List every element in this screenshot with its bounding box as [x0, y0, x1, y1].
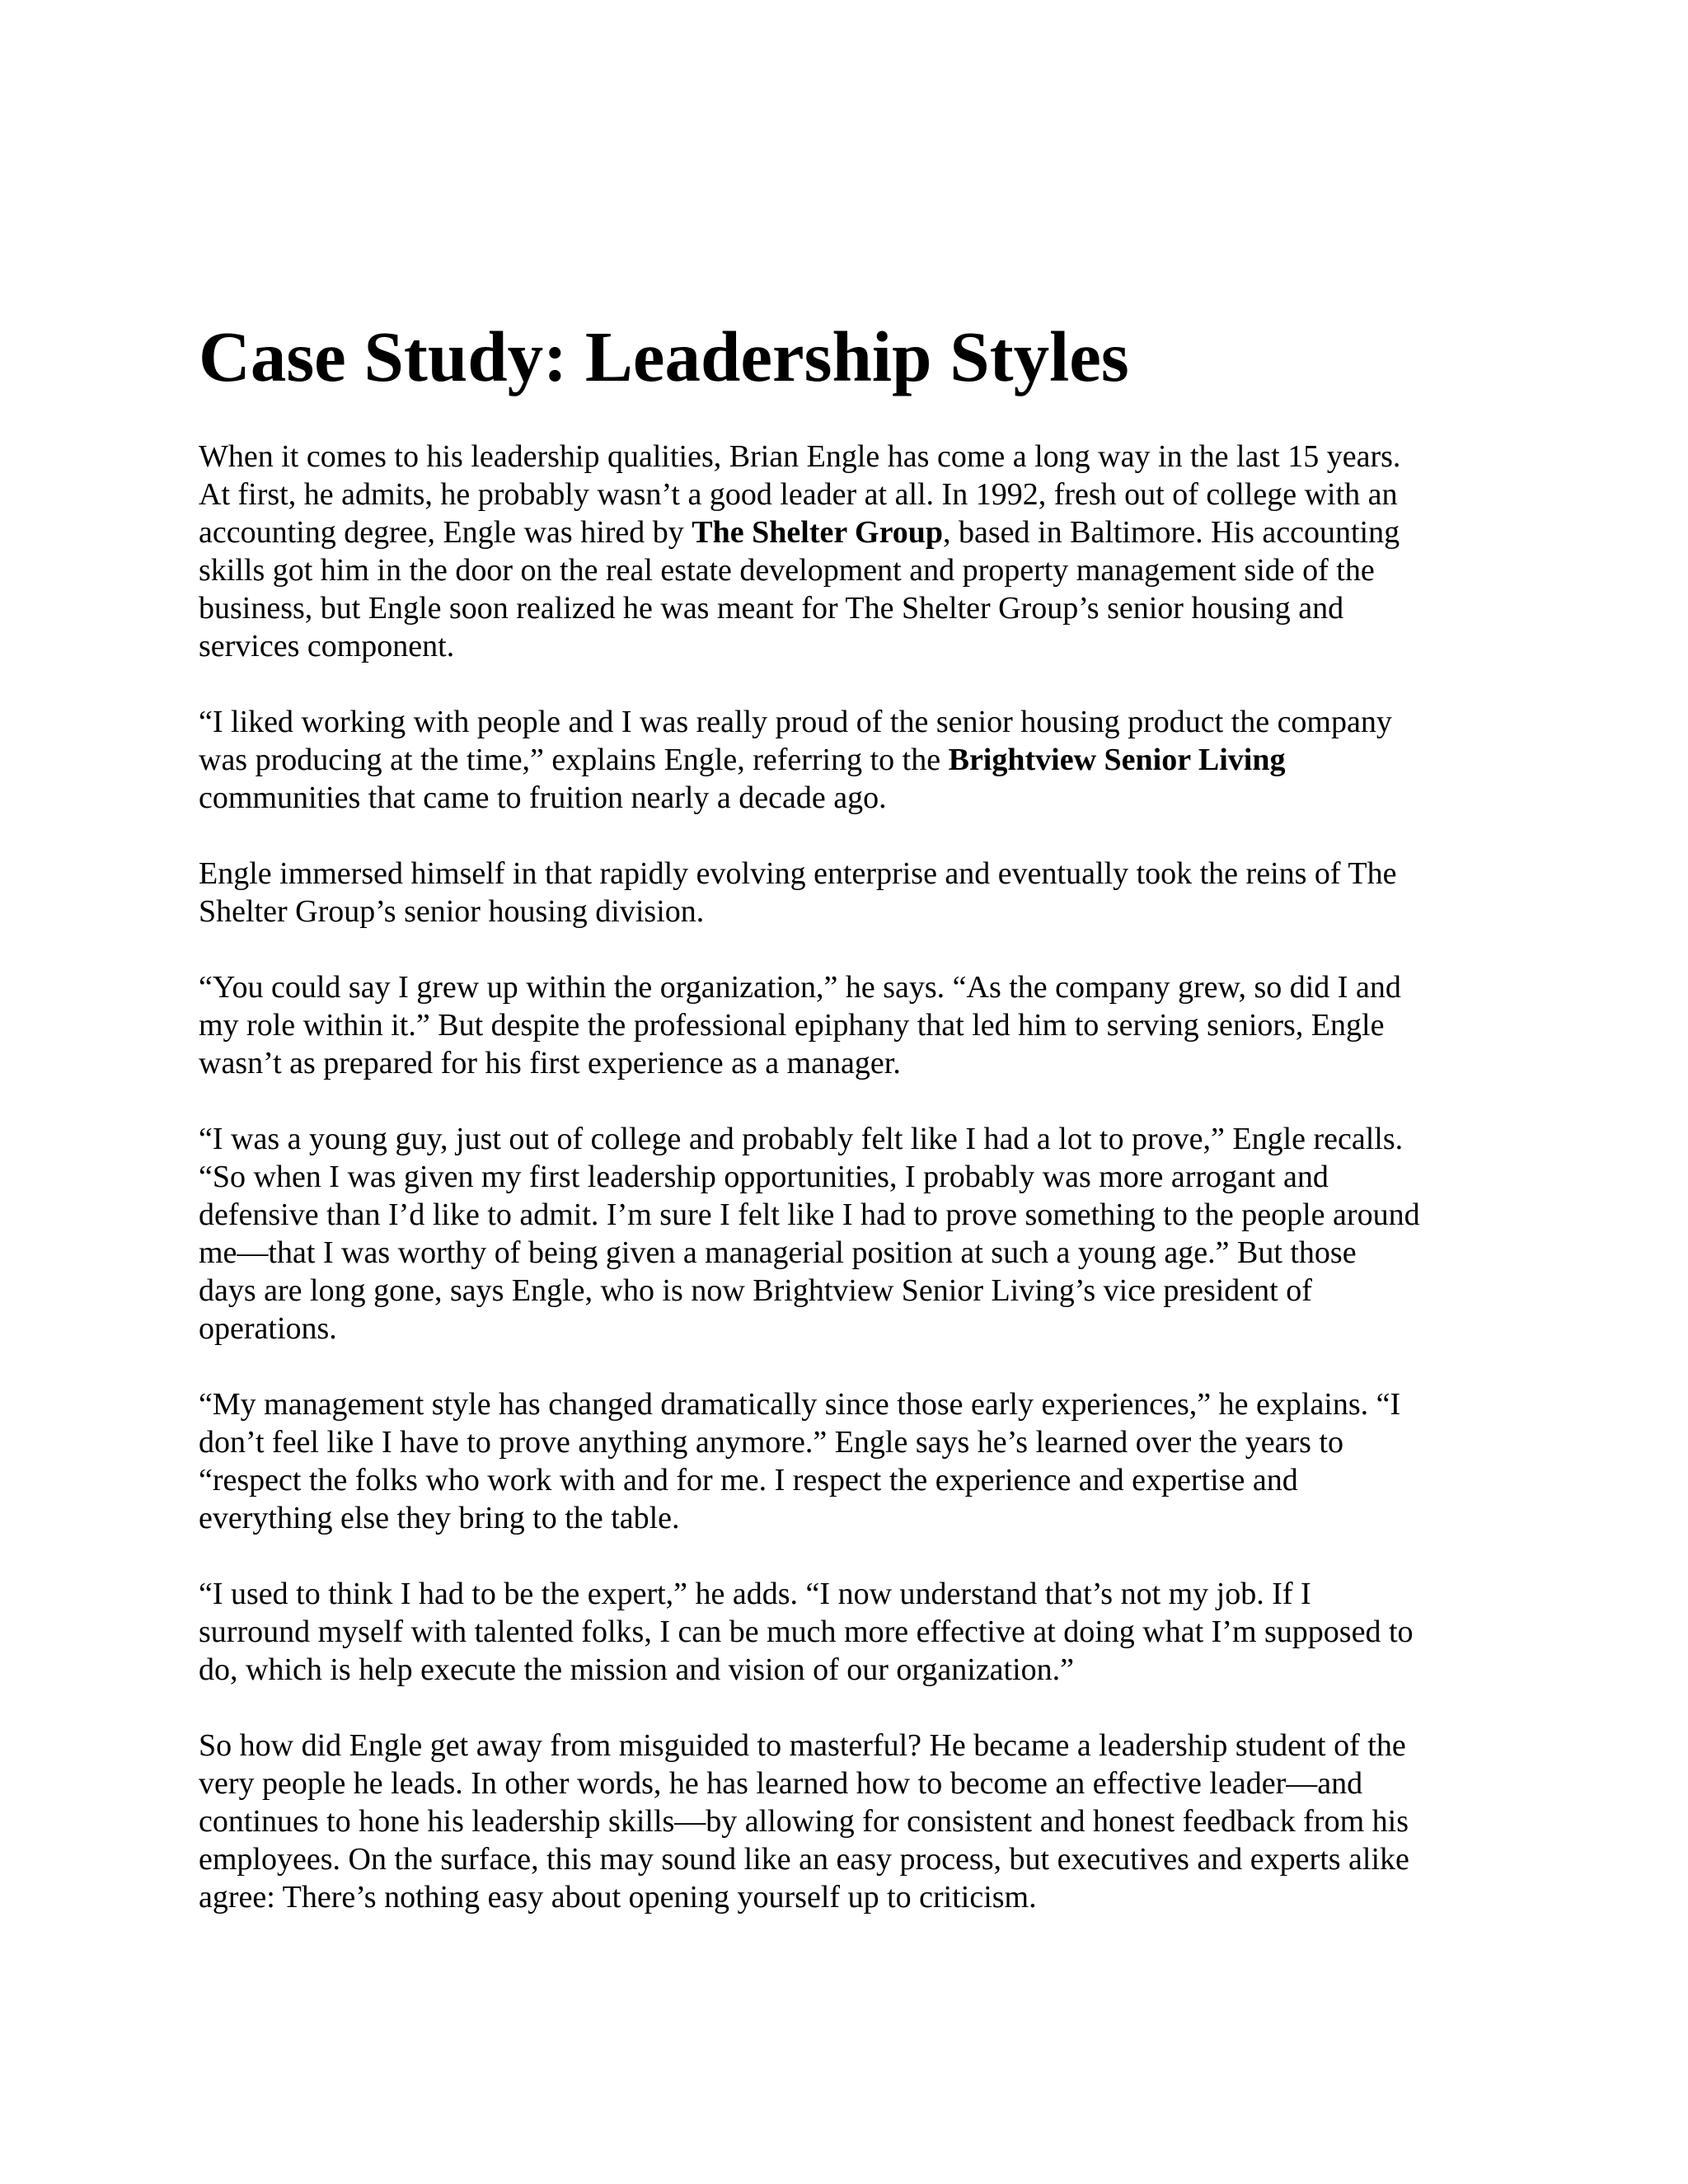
- paragraph-line: [199, 1651, 1493, 1689]
- paragraph-line: [199, 893, 1493, 930]
- paragraph-line: [199, 703, 1493, 741]
- line-text: “I was a young guy, just out of college and probably felt like I had a lot to prove,” Engle recalls.: [199, 1122, 1404, 1156]
- paragraph-line: [199, 1385, 1493, 1423]
- line-text: employees. On the surface, this may sound like an easy process, but executives and experts alike: [199, 1842, 1409, 1877]
- paragraph-line: [199, 1158, 1493, 1196]
- paragraph-line: [199, 1423, 1493, 1461]
- line-text: defensive than I’d like to admit. I’m sure I felt like I had to prove something to the people around: [199, 1197, 1420, 1232]
- paragraph-line: [199, 779, 1493, 817]
- document-body: [199, 316, 1493, 1954]
- line-text: me—that I was worthy of being given a managerial position at such a young age.” But those: [199, 1235, 1357, 1270]
- line-text: surround myself with talented folks, I can be much more effective at doing what I’m supposed to: [199, 1615, 1414, 1649]
- paragraph-line: [199, 1765, 1493, 1802]
- bold-company-name: Brightview Senior Living: [948, 743, 1286, 777]
- line-text: was producing at the time,” explains Engle, referring to the: [199, 743, 949, 777]
- line-text: “respect the folks who work with and for me. I respect the experience and expertise and: [199, 1463, 1298, 1497]
- paragraph-line: [199, 1461, 1493, 1499]
- line-text: “You could say I grew up within the organization,” he says. “As the company grew, so did I and: [199, 970, 1401, 1005]
- line-text: very people he leads. In other words, he has learned how to become an effective leader—and: [199, 1766, 1363, 1801]
- paragraph-line: [199, 1878, 1493, 1916]
- paragraph: [199, 855, 1493, 930]
- line-text: everything else they bring to the table.: [199, 1501, 680, 1535]
- paragraph-line: [199, 1727, 1493, 1765]
- line-text: “I liked working with people and I was really proud of the senior housing product the company: [199, 705, 1392, 739]
- line-text: services component.: [199, 629, 455, 663]
- paragraph-line: [199, 1613, 1493, 1651]
- line-text: skills got him in the door on the real estate development and property management side of the: [199, 553, 1375, 588]
- paragraph-line: [199, 476, 1493, 513]
- paragraph-line: [199, 1272, 1493, 1310]
- line-text: , based in Baltimore. His accounting: [943, 515, 1400, 550]
- paragraph-line: [199, 1120, 1493, 1158]
- paragraph-line: [199, 1499, 1493, 1537]
- paragraph-line: [199, 1196, 1493, 1234]
- paragraph-line: [199, 1840, 1493, 1878]
- line-text: When it comes to his leadership qualities, Brian Engle has come a long way in the last 15 years.: [199, 439, 1401, 474]
- line-text: continues to hone his leadership skills—by allowing for consistent and honest feedback from his: [199, 1804, 1409, 1839]
- line-text: “So when I was given my first leadership opportunities, I probably was more arrogant and: [199, 1160, 1329, 1194]
- paragraph-list: [199, 438, 1493, 1916]
- document-title: Case Study: Leadership Styles: [199, 316, 1129, 396]
- paragraph-line: [199, 438, 1493, 476]
- line-text: Engle immersed himself in that rapidly evolving enterprise and eventually took the reins of The: [199, 856, 1397, 891]
- paragraph-line: [199, 589, 1493, 627]
- line-text: my role within it.” But despite the professional epiphany that led him to serving seniors, Engle: [199, 1008, 1385, 1043]
- paragraph-line: [199, 1310, 1493, 1347]
- line-text: At first, he admits, he probably wasn’t a good leader at all. In 1992, fresh out of college with an: [199, 477, 1398, 512]
- line-text: communities that came to fruition nearly a decade ago.: [199, 780, 887, 815]
- line-text: do, which is help execute the mission and vision of our organization.”: [199, 1652, 1075, 1687]
- paragraph-line: [199, 1006, 1493, 1044]
- paragraph: [199, 1575, 1493, 1689]
- line-text: wasn’t as prepared for his first experience as a manager.: [199, 1046, 901, 1080]
- paragraph: [199, 703, 1493, 817]
- line-text: don’t feel like I have to prove anything anymore.” Engle says he’s learned over the years to: [199, 1425, 1343, 1460]
- paragraph-line: [199, 1575, 1493, 1613]
- line-text: accounting degree, Engle was hired by: [199, 515, 692, 550]
- line-text: “My management style has changed dramatically since those early experiences,” he explains. “I: [199, 1387, 1401, 1422]
- paragraph: [199, 1120, 1493, 1347]
- line-text: So how did Engle get away from misguided to masterful? He became a leadership student of the: [199, 1728, 1406, 1763]
- paragraph-line: [199, 1802, 1493, 1840]
- paragraph-line: [199, 1044, 1493, 1082]
- line-text: business, but Engle soon realized he was meant for The Shelter Group’s senior housing and: [199, 591, 1344, 626]
- paragraph-line: [199, 968, 1493, 1006]
- paragraph: [199, 438, 1493, 665]
- line-text: agree: There’s nothing easy about opening yourself up to criticism.: [199, 1880, 1037, 1915]
- line-text: “I used to think I had to be the expert,” he adds. “I now understand that’s not my job. If I: [199, 1577, 1311, 1611]
- bold-company-name: The Shelter Group: [692, 515, 944, 550]
- paragraph-line: [199, 513, 1493, 551]
- paragraph: [199, 1727, 1493, 1916]
- line-text: operations.: [199, 1311, 337, 1346]
- line-text: Shelter Group’s senior housing division.: [199, 894, 705, 929]
- paragraph-line: [199, 855, 1493, 893]
- paragraph-line: [199, 741, 1493, 779]
- paragraph: [199, 968, 1493, 1082]
- paragraph-line: [199, 1234, 1493, 1272]
- line-text: days are long gone, says Engle, who is now Brightview Senior Living’s vice president of: [199, 1273, 1312, 1308]
- paragraph-line: [199, 551, 1493, 589]
- paragraph-line: [199, 627, 1493, 665]
- paragraph: [199, 1385, 1493, 1537]
